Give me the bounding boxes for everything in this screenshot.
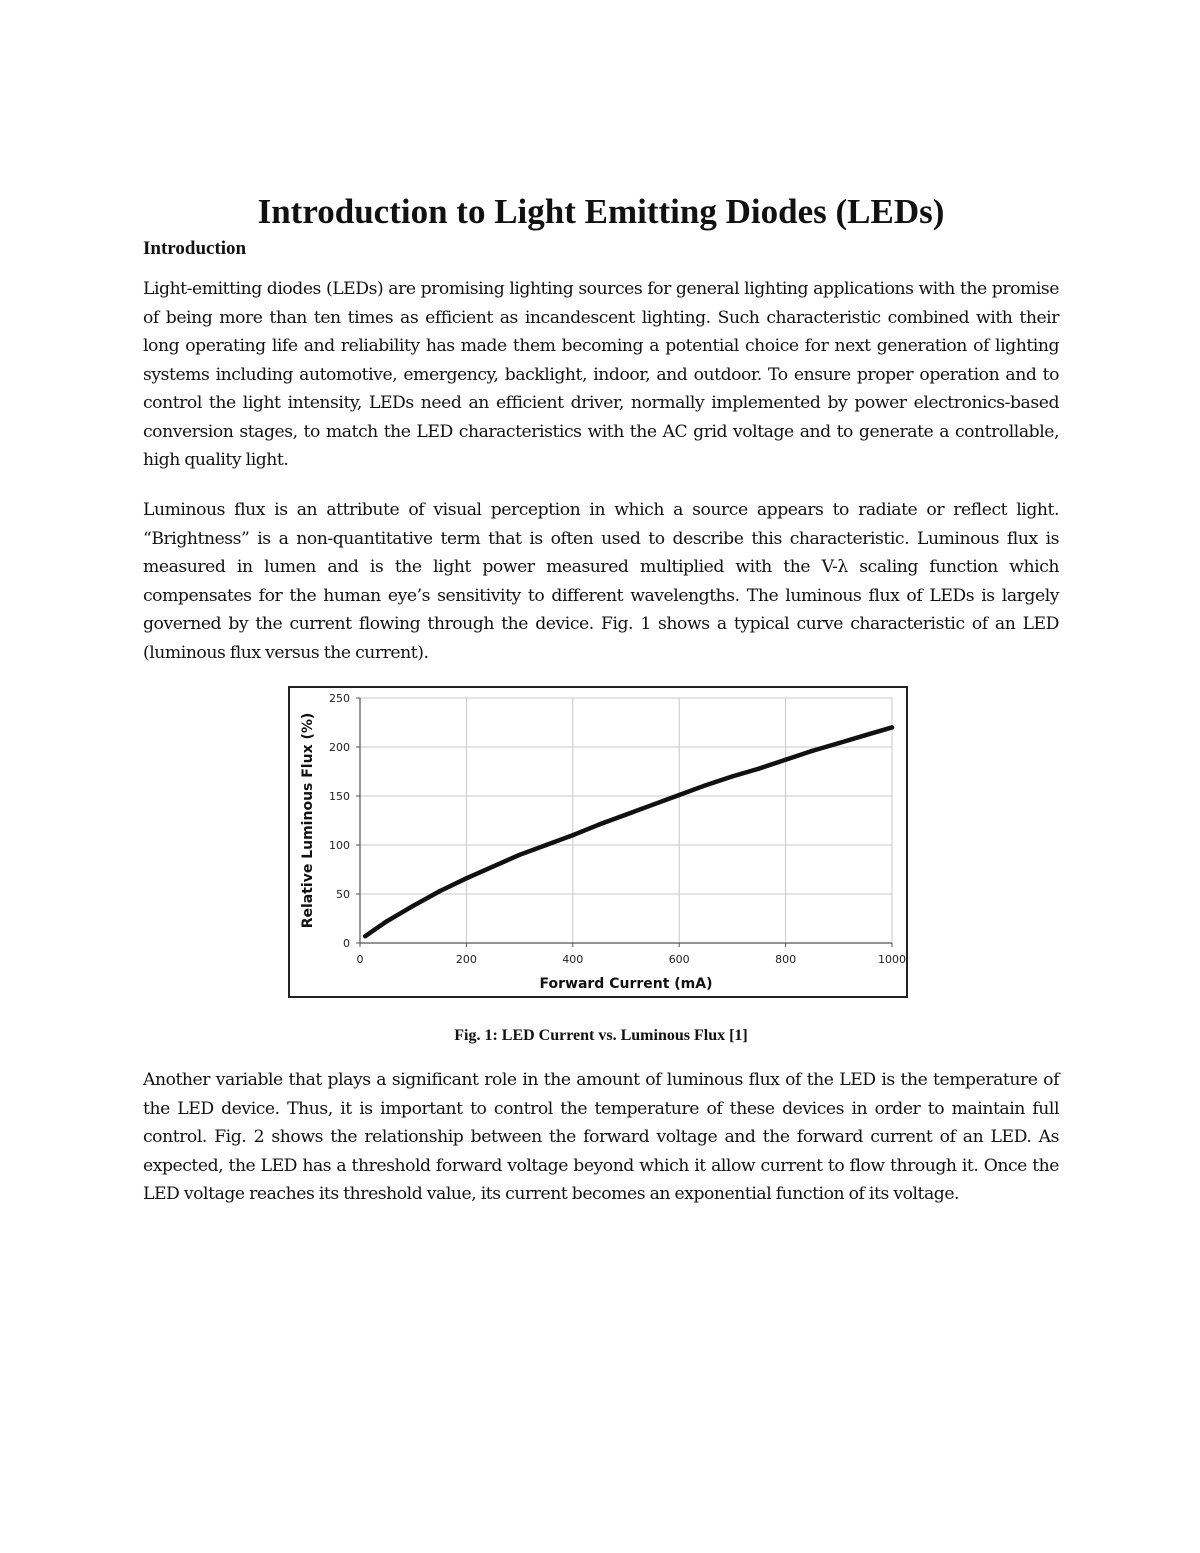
data-point (384, 919, 388, 923)
y-tick-label: 0 (343, 937, 350, 950)
data-point (730, 774, 734, 778)
chart-ticks (329, 692, 906, 966)
paragraph-intro: Light-emitting diodes (LEDs) are promising lighting sources for general lighting applications with the promise of being more than ten times as efficient as incandescent lighting. Such characteristic combined with their long operating life and reliability has made them becoming a potential choice for next generation of lighting systems including automotive, emergency, backlight, indoor, and outdoor. To ensure proper operation and to control the light intensity, LEDs need an efficient driver, normally implemented by power electronics-based conversion stages, to match the LED characteristics with the AC grid voltage and to generate a controllable, high quality light. (143, 279, 1059, 470)
y-axis-title: Relative Luminous Flux (%) (300, 712, 316, 929)
paragraph-temperature: Another variable that plays a significant role in the amount of luminous flux of the LED is the temperature of the LED device. Thus, it is important to control the temperature of these devices in order to maintain full control. Fig. 2 shows the relationship between the forward voltage and the forward current of an LED. As expected, the LED has a threshold forward voltage beyond which it allow current to flow through it. Once the LED voltage reaches its threshold value, its current becomes an exponential function of its voltage. (143, 1070, 1059, 1204)
x-axis-title: Forward Current (mA) (539, 976, 713, 992)
data-point (544, 843, 548, 847)
x-tick-label: 800 (775, 953, 797, 966)
data-point (757, 766, 761, 770)
data-point (363, 934, 367, 938)
x-tick-label: 600 (668, 953, 690, 966)
data-point (411, 904, 415, 908)
data-point (464, 876, 468, 880)
data-point (677, 793, 681, 797)
y-tick-label: 150 (329, 790, 350, 803)
data-point (624, 812, 628, 816)
data-point (597, 822, 601, 826)
chart-grid (360, 698, 892, 943)
y-tick-label: 100 (329, 839, 350, 852)
x-tick-label: 400 (562, 953, 584, 966)
data-point (783, 758, 787, 762)
data-point (837, 741, 841, 745)
data-point (491, 864, 495, 868)
series-line (365, 727, 892, 936)
section-heading: Introduction (143, 238, 247, 259)
y-tick-label: 50 (336, 888, 350, 901)
y-tick-label: 200 (329, 741, 350, 754)
y-tick-label: 250 (329, 692, 350, 705)
figure-1-chart (288, 686, 908, 998)
data-point (571, 833, 575, 837)
data-point (810, 749, 814, 753)
document-title: Introduction to Light Emitting Diodes (LEDs) (257, 192, 945, 231)
chart-series (363, 725, 894, 938)
data-point (438, 889, 442, 893)
luminous-flux-chart (290, 688, 906, 996)
x-tick-label: 1000 (878, 953, 906, 966)
chart-axes (360, 698, 892, 943)
paragraph-luminous-flux: Luminous flux is an attribute of visual perception in which a source appears to radiate or reflect light. “Brightness” is a non-quantitative term that is often used to describe this characteristic. Luminous flux is measured in lumen and is the light power measured multiplied with the V-λ scaling function which compensates for the human eye’s sensitivity to different wavelengths. The luminous flux of LEDs is largely governed by the current flowing through the device. Fig. 1 shows a typical curve characteristic of an LED (luminous flux versus the current). (143, 500, 1059, 663)
figure-caption: Fig. 1: LED Current vs. Luminous Flux [1] (454, 1027, 748, 1044)
x-tick-label: 200 (455, 953, 477, 966)
data-point (704, 783, 708, 787)
data-point (650, 803, 654, 807)
data-point (517, 853, 521, 857)
x-tick-label: 0 (356, 953, 364, 966)
data-point (863, 733, 867, 737)
data-point (890, 725, 894, 729)
